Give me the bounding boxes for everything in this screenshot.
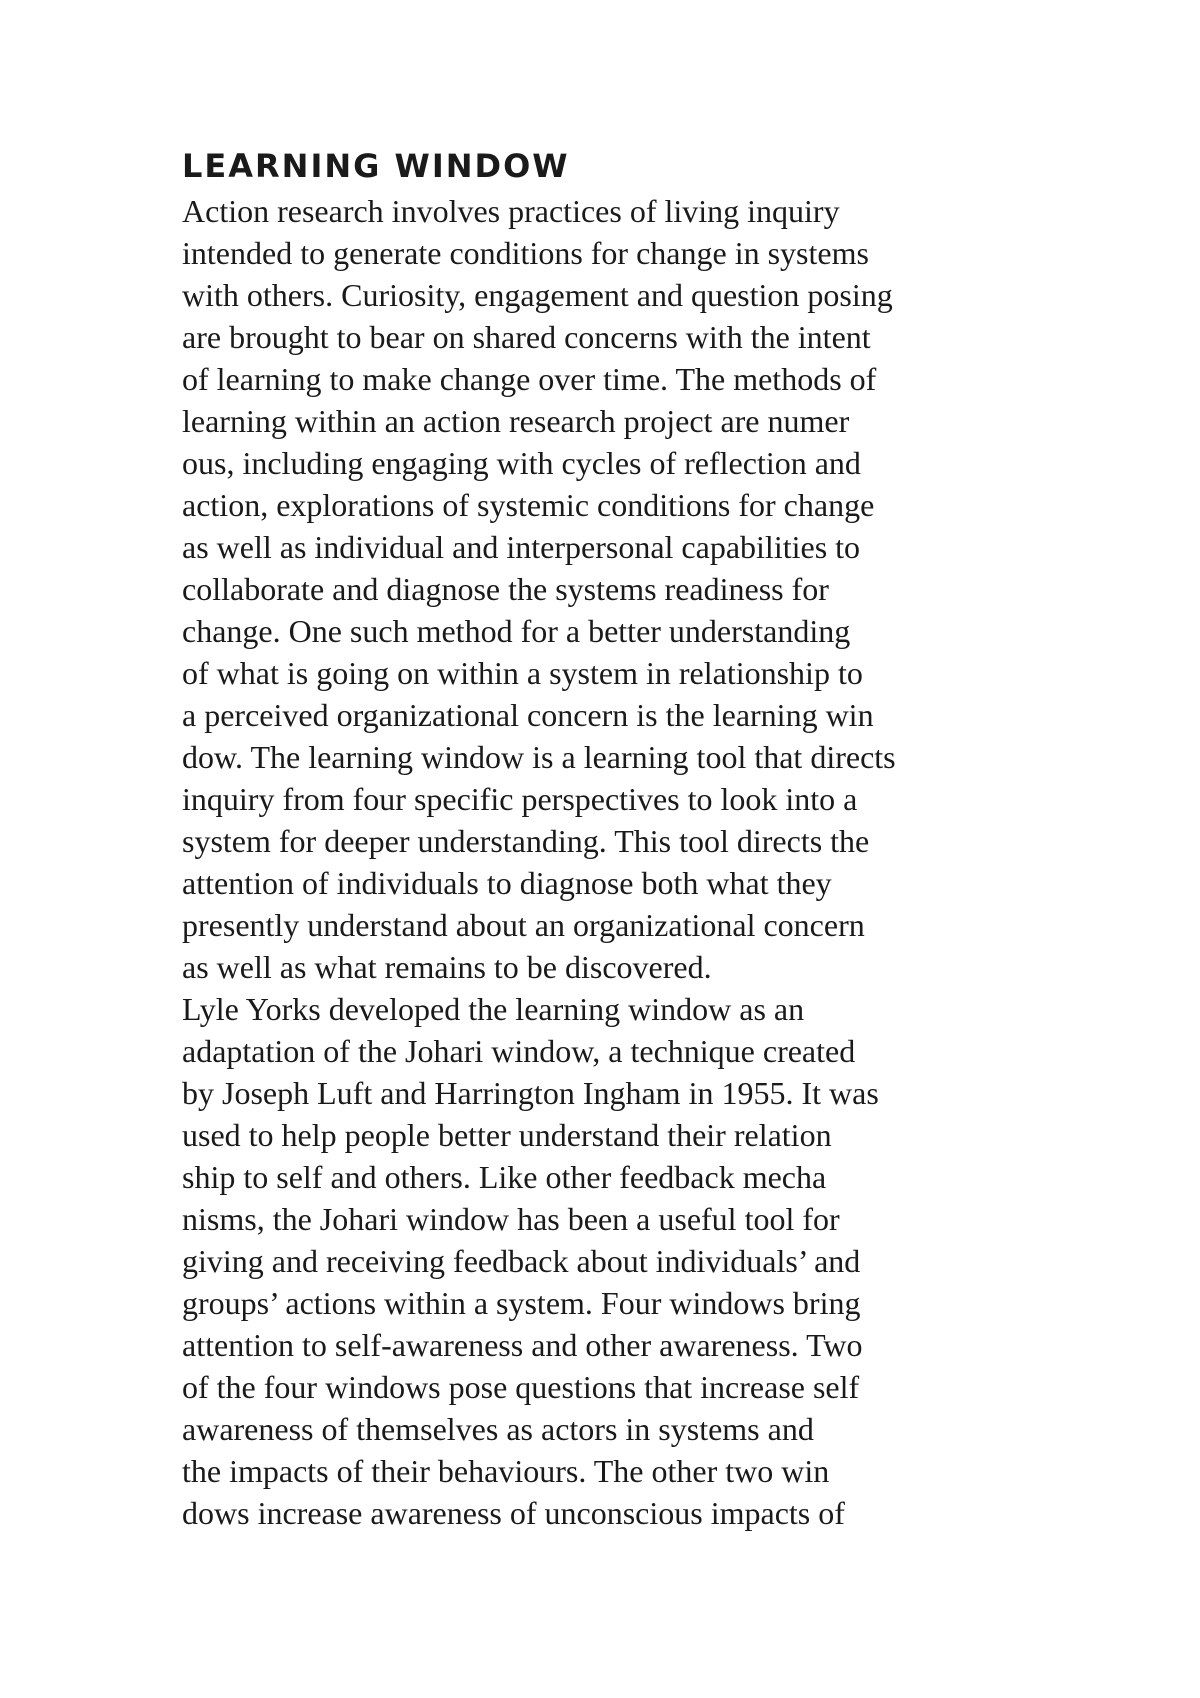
text-line: of learning to make change over time. The methods of	[182, 361, 877, 397]
text-line: ship to self and others. Like other feedback mecha	[182, 1159, 827, 1195]
text-line: Action research involves practices of living inquiry	[182, 193, 840, 229]
text-line: are brought to bear on shared concerns with the intent	[182, 319, 871, 355]
text-line: as well as what remains to be discovered.	[182, 949, 712, 985]
text-line: of what is going on within a system in relationship to	[182, 655, 863, 691]
text-line: action, explorations of systemic conditions for change	[182, 487, 875, 523]
text-line: learning within an action research project are numer	[182, 403, 850, 439]
text-line: with others. Curiosity, engagement and question posing	[182, 277, 893, 313]
text-line: by Joseph Luft and Harrington Ingham in 1955. It was	[182, 1075, 879, 1111]
text-line: system for deeper understanding. This tool directs the	[182, 823, 870, 859]
text-line: collaborate and diagnose the systems readiness for	[182, 571, 829, 607]
text-line: as well as individual and interpersonal capabilities to	[182, 529, 861, 565]
text-line: presently understand about an organizational concern	[182, 907, 865, 943]
text-line: attention to self-awareness and other awareness. Two	[182, 1327, 863, 1363]
text-line: dows increase awareness of unconscious impacts of	[182, 1495, 845, 1531]
text-line: ous, including engaging with cycles of reflection and	[182, 445, 861, 481]
text-line: groups’ actions within a system. Four windows bring	[182, 1285, 861, 1321]
body-paragraphs	[182, 190, 1042, 1534]
text-line: a perceived organizational concern is the learning win	[182, 697, 874, 733]
section-heading: LEARNING WINDOW	[182, 147, 570, 185]
text-line: intended to generate conditions for change in systems	[182, 235, 869, 271]
text-line: the impacts of their behaviours. The other two win	[182, 1453, 830, 1489]
text-line: nisms, the Johari window has been a useful tool for	[182, 1201, 840, 1237]
text-line: of the four windows pose questions that increase self	[182, 1369, 860, 1405]
text-line: awareness of themselves as actors in systems and	[182, 1411, 814, 1447]
text-line: dow. The learning window is a learning tool that directs	[182, 739, 896, 775]
text-line: Lyle Yorks developed the learning window as an	[182, 991, 805, 1027]
text-line: giving and receiving feedback about individuals’ and	[182, 1243, 861, 1279]
text-line: inquiry from four specific perspectives to look into a	[182, 781, 858, 817]
text-line: attention of individuals to diagnose both what they	[182, 865, 832, 901]
text-line: adaptation of the Johari window, a technique created	[182, 1033, 856, 1069]
text-line: used to help people better understand their relation	[182, 1117, 832, 1153]
text-line: change. One such method for a better understanding	[182, 613, 851, 649]
